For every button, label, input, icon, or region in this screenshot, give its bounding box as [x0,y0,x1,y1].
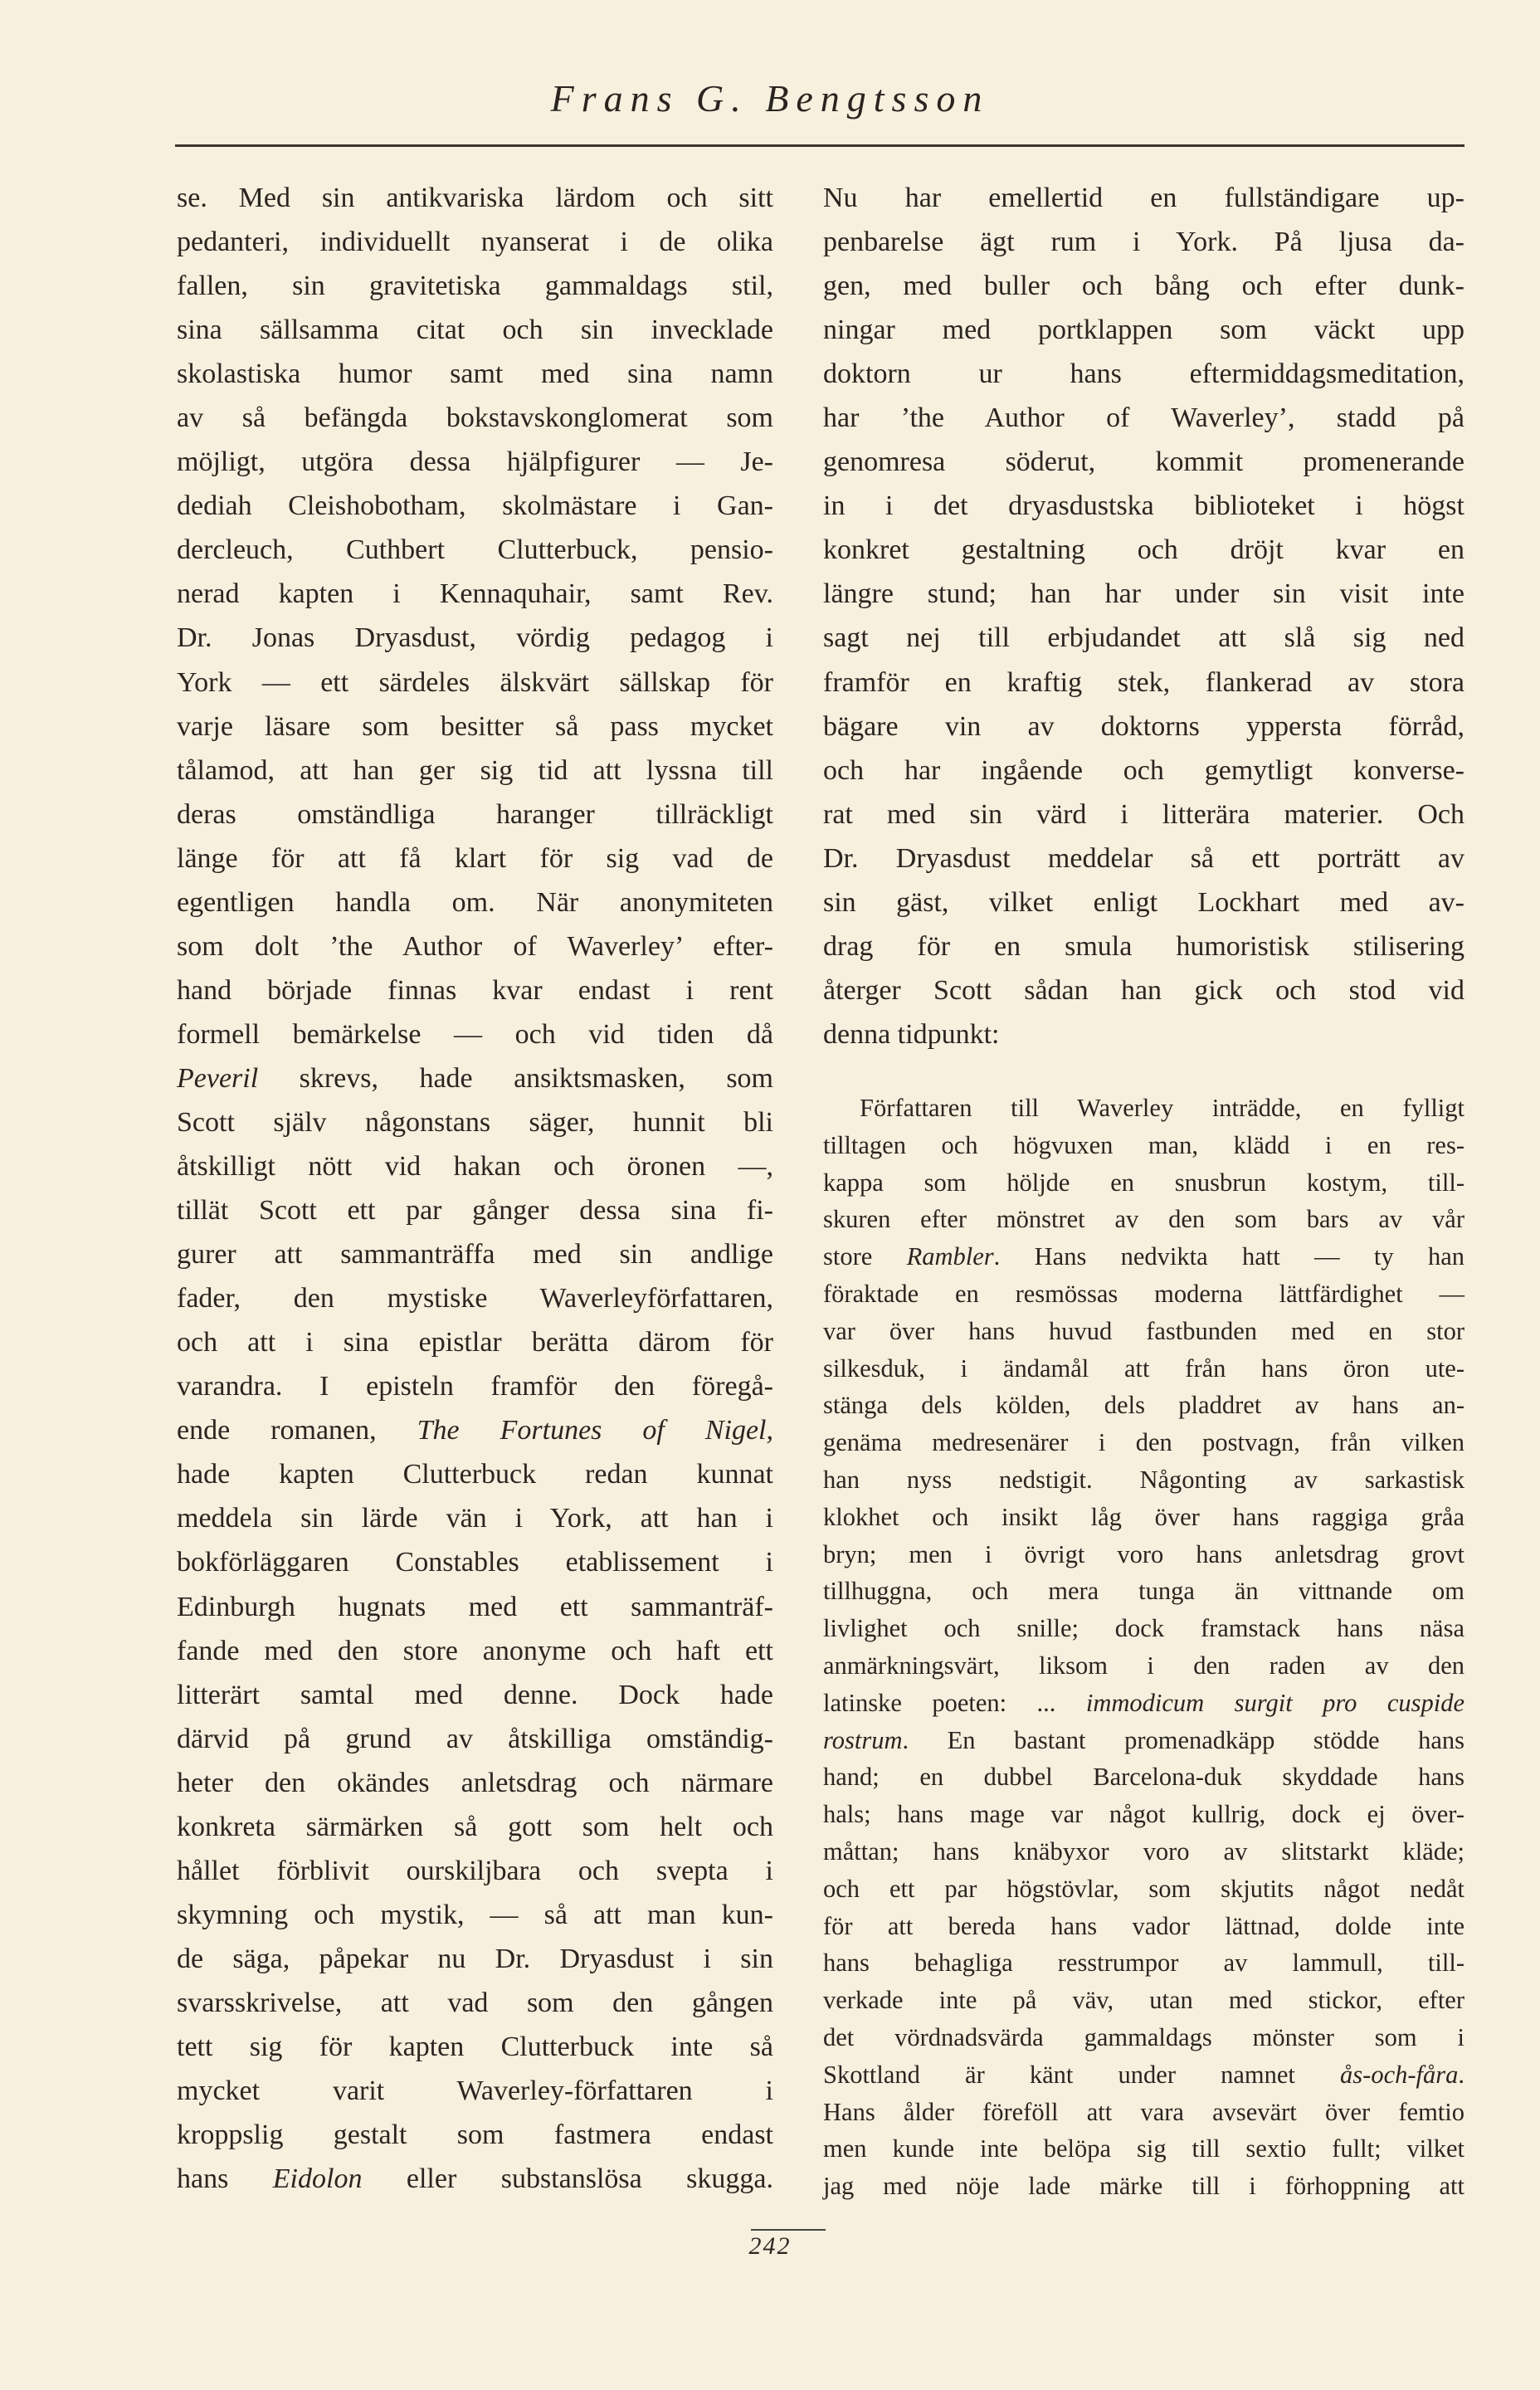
text-segment: store [823,1242,907,1271]
text-segment: eller substanslösa skugga. [362,2163,774,2195]
italic-title: ås-och-fåra [1340,2060,1459,2089]
text-line: konkret gestaltning och dröjt kvar en [823,534,1464,566]
text-line: bryn; men i övrigt voro hans anletsdrag grovt [823,1539,1464,1568]
text-line: Dr. Jonas Dryasdust, vördig pedagog i [177,622,773,654]
text-line: och har ingående och gemytligt konverse- [823,754,1464,786]
text-line: Edinburgh hugnats med ett sammanträf- [177,1591,773,1622]
text-line: hållet förblivit ourskiljbara och svepta i [177,1855,773,1886]
text-line: gen, med buller och bång och efter dunk- [823,271,1464,302]
text-segment: skrevs, hade ansiktsmasken, som [258,1062,773,1094]
page-number-rule [751,2229,826,2231]
text-line: skuren efter mönstret av den som bars av vår [823,1205,1464,1234]
text-line: hand; en dubbel Barcelona-duk skyddade hans [823,1763,1464,1792]
text-line: hans behagliga resstrumpor av lammull, till- [823,1949,1464,1978]
text-line: fader, den mystiske Waverleyförfattaren, [177,1283,773,1314]
text-line: tilltagen och högvuxen man, klädd i en res- [823,1130,1464,1159]
text-line: men kunde inte belöpa sig till sextio fullt; vilket [823,2134,1464,2163]
text-line: varje läsare som besitter så pass mycket [177,710,773,742]
text-line: stänga dels kölden, dels pladdret av hans an- [823,1391,1464,1420]
text-line: skolastiska humor samt med sina namn [177,358,773,390]
italic-title: The Fortunes of Nigel, [417,1415,773,1446]
text-line: egentligen handla om. När anonymiteten [177,886,773,918]
text-line: dercleuch, Cuthbert Clutterbuck, pensio- [177,534,773,566]
text-line: var över hans huvud fastbunden med en stor [823,1316,1464,1345]
text-line: se. Med sin antikvariska lärdom och sitt [177,183,773,213]
page-number: 242 [748,2232,792,2260]
text-line: sin gäst, vilket enligt Lockhart med av- [823,886,1464,918]
text-line: Hans ålder föreföll att vara avsevärt över femtio [823,2097,1464,2126]
text-line: genäma medresenärer i den postvagn, från vilken [823,1428,1464,1457]
text-line: verkade inte på väv, utan med stickor, efter [823,1986,1464,2015]
text-line: tålamod, att han ger sig tid att lyssna till [177,754,773,786]
text-line: tillät Scott ett par gånger dessa sina fi- [177,1195,773,1227]
text-line: skymning och mystik, — så att man kun- [177,1899,773,1930]
text-line: drag för en smula humoristisk stilisering [823,930,1464,962]
text-line: mycket varit Waverley-författaren i [177,2075,773,2107]
text-line: silkesduk, i ändamål att från hans öron ute- [823,1354,1464,1383]
text-line [823,1685,1464,1722]
text-line: gurer att sammanträffa med sin andlige [177,1239,773,1271]
quoted-passage [823,1090,1464,2205]
italic-title: Eidolon [272,2163,363,2195]
text-line: fande med den store anonyme och haft ett [177,1635,773,1666]
text-line: har ’the Author of Waverley’, stadd på [823,402,1464,434]
running-header: Frans G. Bengtsson [550,77,990,120]
text-line: återger Scott sådan han gick och stod vid [823,974,1464,1006]
text-line: meddela sin lärde vän i York, att han i [177,1503,773,1534]
text-line [177,1056,773,1100]
text-line: litterärt samtal med denne. Dock hade [177,1679,773,1710]
text-line: fallen, sin gravitetiska gammaldags stil, [177,271,773,302]
text-line: Dr. Dryasdust meddelar så ett porträtt av [823,842,1464,874]
text-line: varandra. I episteln framför den föregå- [177,1371,773,1402]
text-line: kroppslig gestalt som fastmera endast [177,2119,773,2151]
left-column [177,176,773,2201]
italic-title: immodicum surgit pro cuspide [1085,1688,1465,1717]
text-line: framför en kraftig stek, flankerad av stora [823,666,1464,698]
text-segment: latinske poeten: ... [823,1688,1086,1717]
text-line: hade kapten Clutterbuck redan kunnat [177,1459,773,1490]
text-line: sagt nej till erbjudandet att slå sig ned [823,622,1464,654]
text-line [823,1238,1464,1275]
text-line: livlighet och snille; dock framstack hans näsa [823,1614,1464,1643]
text-line: bägare vin av doktorns yppersta förråd, [823,710,1464,742]
text-line: heter den okändes anletsdrag och närmare [177,1767,773,1798]
text-line: som dolt ’the Author of Waverley’ efter- [177,930,773,962]
text-line: bokförläggaren Constables etablissement i [177,1547,773,1578]
text-segment: Skottland är känt under namnet [823,2060,1341,2089]
text-line: svarsskrivelse, att vad som den gången [177,1987,773,2018]
text-line: York — ett särdeles älskvärt sällskap för [177,666,773,698]
italic-title: rostrum [823,1725,903,1754]
text-line: pedanteri, individuellt nyanserat i de olika [177,227,773,258]
text-line: in i det dryasdustska biblioteket i högst [823,490,1464,522]
text-line: tillhuggna, och mera tunga än vittnande om [823,1577,1464,1606]
text-line: rat med sin värd i litterära materier. Och [823,798,1464,830]
text-segment: hans [177,2163,273,2195]
text-line: penbarelse ägt rum i York. På ljusa da- [823,227,1464,258]
text-line [177,2157,773,2201]
text-line: Nu har emellertid en fullständigare up- [823,183,1464,213]
text-line [177,1408,773,1452]
right-column [823,176,1464,1056]
text-line: nerad kapten i Kennaquhair, samt Rev. [177,578,773,610]
text-line: ningar med portklappen som väckt upp [823,315,1464,346]
text-line: längre stund; han har under sin visit inte [823,578,1464,610]
text-line [823,2056,1464,2094]
text-line: hand började finnas kvar endast i rent [177,974,773,1006]
header-rule [175,144,1464,147]
italic-title: Peveril [177,1062,259,1094]
italic-title: Rambler [906,1242,994,1271]
text-line [823,1722,1464,1759]
text-line: formell bemärkelse — och vid tiden då [177,1018,773,1050]
text-segment: . Hans nedvikta hatt — ty han [993,1242,1464,1271]
text-line: föraktade en resmössas moderna lättfärdighet — [823,1279,1464,1308]
text-line: av så befängda bokstavskonglomerat som [177,402,773,434]
text-line: deras omständliga haranger tillräckligt [177,798,773,830]
text-line: Författaren till Waverley inträdde, en fylligt [860,1094,1464,1122]
text-line: doktorn ur hans eftermiddagsmeditation, [823,358,1464,390]
text-line: genomresa söderut, kommit promenerande [823,446,1464,478]
text-segment: . En bastant promenadkäpp stödde hans [902,1725,1464,1754]
text-line: de säga, påpekar nu Dr. Dryasdust i sin [177,1943,773,1974]
text-segment: ende romanen, [177,1415,417,1446]
text-line: konkreta särmärken så gott som helt och [177,1811,773,1842]
text-line: det vördnadsvärda gammaldags mönster som i [823,2022,1464,2051]
text-line: och att i sina epistlar berätta därom för [177,1327,773,1358]
text-line: anmärkningsvärt, liksom i den raden av den [823,1651,1464,1680]
text-line: hals; hans mage var något kullrig, dock ej över- [823,1800,1464,1829]
text-line: denna tidpunkt: [823,1018,1000,1050]
text-line: länge för att få klart för sig vad de [177,842,773,874]
text-line: därvid på grund av åtskilliga omständig- [177,1723,773,1754]
text-line: måttan; hans knäbyxor voro av slitstarkt kläde; [823,1836,1464,1866]
text-line: för att bereda hans vador lättnad, dolde inte [823,1911,1464,1940]
text-line: Scott själv någonstans säger, hunnit bli [177,1106,773,1138]
text-line: jag med nöje lade märke till i förhoppning att [823,2172,1464,2201]
text-line: möjligt, utgöra dessa hjälpfigurer — Je- [177,446,773,478]
text-line: dediah Cleishobotham, skolmästare i Gan- [177,490,773,522]
text-line: han nyss nedstigit. Någonting av sarkastisk [823,1465,1464,1494]
text-line: tett sig för kapten Clutterbuck inte så [177,2031,773,2062]
text-line: klokhet och insikt låg över hans raggiga gråa [823,1502,1464,1531]
text-segment: . [1458,2060,1464,2089]
text-line: sina sällsamma citat och sin invecklade [177,315,773,346]
text-line: kappa som höljde en snusbrun kostym, till- [823,1168,1464,1197]
text-line: åtskilligt nött vid hakan och öronen —, [177,1151,773,1183]
text-line: och ett par högstövlar, som skjutits något nedåt [823,1874,1464,1903]
